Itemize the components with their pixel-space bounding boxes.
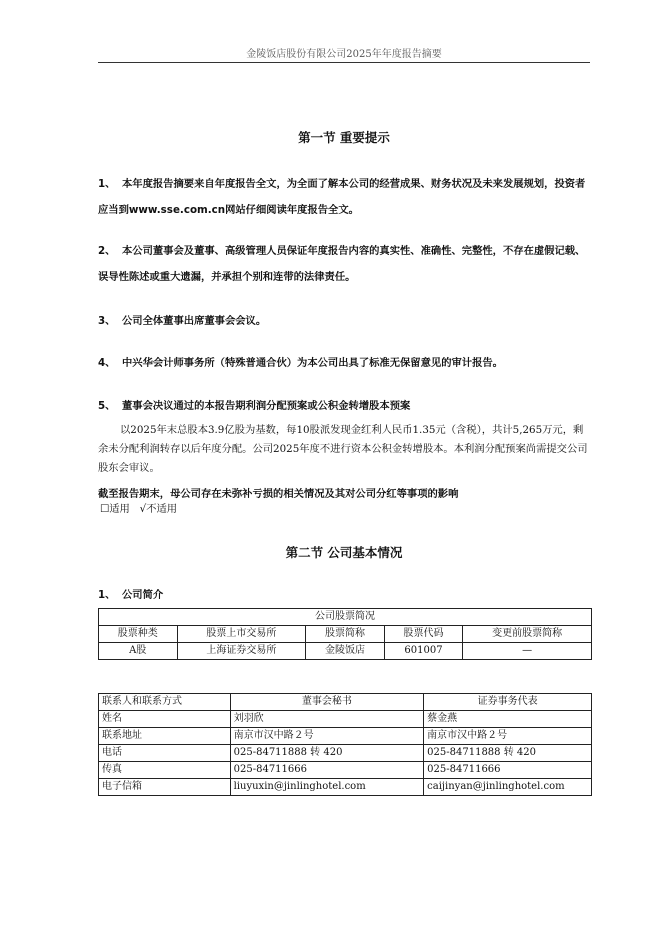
item-text: 公司简介: [122, 589, 164, 601]
table-cell: 025-84711666: [424, 762, 592, 779]
not-applicable-checkbox: √不适用: [139, 503, 178, 515]
table-cell: 025-84711888 转 420: [424, 745, 592, 762]
notice-item-1: [98, 171, 592, 223]
table-header: 变更前股票简称: [463, 626, 592, 643]
table-cell: 刘羽欣: [230, 711, 424, 728]
email-link[interactable]: caijinyan@jinlinghotel.com: [424, 779, 592, 796]
table-row: [99, 728, 592, 745]
item-text: 本公司董事会及董事、高级管理人员保证年度报告内容的真实性、准确性、完整性，不存在虚假记载、误导性陈述或重大遗漏，并承担个别和连带的法律责任。: [98, 245, 586, 283]
item-number: 5、: [98, 400, 116, 412]
table-cell: 025-84711666: [230, 762, 424, 779]
notice-item-5: [98, 393, 592, 419]
contact-info-table: [98, 693, 592, 796]
table-cell: 蔡金燕: [424, 711, 592, 728]
table-cell: 025-84711888 转 420: [230, 745, 424, 762]
table-row: [99, 694, 592, 711]
table-cell: 传真: [99, 762, 231, 779]
loss-heading: 截至报告期末，母公司存在未弥补亏损的相关情况及其对公司分红等事项的影响: [98, 488, 459, 500]
table-cell: 南京市汉中路２号: [424, 728, 592, 745]
table-header: 股票上市交易所: [177, 626, 306, 643]
notice-item-3: [98, 308, 592, 334]
notice-item-2: [98, 238, 592, 290]
dividend-plan-text: 以2025年末总股本3.9亿股为基数，每10股派发现金红利人民币1.35元（含税），共计5,265万元，剩余未分配利润转存以后年度分配。公司2025年度不进行资本公积金转增股本。本利润分配预案尚需提交公司股东会审议。: [98, 424, 588, 474]
item-text: 公司全体董事出席董事会会议。: [122, 315, 267, 327]
item-number: 4、: [98, 357, 116, 369]
company-profile-heading: [98, 582, 592, 608]
table-caption: 公司股票简况: [99, 609, 592, 626]
item-number: 1、: [98, 589, 116, 601]
applicability-options: [100, 500, 177, 515]
table-row: [99, 745, 592, 762]
header-divider: [98, 62, 590, 63]
section2-title: 第二节 公司基本情况: [285, 545, 403, 560]
table-cell: 南京市汉中路２号: [230, 728, 424, 745]
item-text: 中兴华会计师事务所（特殊普通合伙）为本公司出具了标准无保留意见的审计报告。: [122, 357, 503, 369]
table-cell: 联系地址: [99, 728, 231, 745]
table-row: [99, 779, 592, 796]
table-row: [99, 609, 592, 626]
table-cell: 上海证券交易所: [177, 643, 306, 660]
item-number: 2、: [98, 245, 116, 257]
table-header: 证券事务代表: [424, 694, 592, 711]
item-text: 本年度报告摘要来自年度报告全文，为全面了解本公司的经营成果、财务状况及未来发展规划，投资者应当到www.sse.com.cn网站仔细阅读年度报告全文。: [98, 178, 586, 216]
table-header: 股票种类: [99, 626, 178, 643]
notice-item-4: [98, 350, 592, 376]
section1-title: 第一节 重要提示: [298, 130, 390, 145]
table-header: 联系人和联系方式: [99, 694, 231, 711]
running-header: 金陵饭店股份有限公司2025年年度报告摘要: [246, 49, 442, 60]
table-header: 股票简称: [306, 626, 385, 643]
table-header: 董事会秘书: [230, 694, 424, 711]
item-number: 1、: [98, 178, 116, 190]
table-header: 股票代码: [384, 626, 463, 643]
table-row: [99, 626, 592, 643]
stock-info-table: [98, 608, 592, 660]
table-row: [99, 762, 592, 779]
table-cell: 电子信箱: [99, 779, 231, 796]
item-text: 董事会决议通过的本报告期利润分配预案或公积金转增股本预案: [122, 400, 411, 412]
table-cell: 电话: [99, 745, 231, 762]
item-number: 3、: [98, 315, 116, 327]
applicable-checkbox: ☐适用: [100, 503, 130, 515]
table-cell: 姓名: [99, 711, 231, 728]
table-row: [99, 711, 592, 728]
table-cell: 金陵饭店: [306, 643, 385, 660]
table-row: [99, 643, 592, 660]
table-cell: —: [463, 643, 592, 660]
table-cell: 601007: [384, 643, 463, 660]
email-link[interactable]: liuyuxin@jinlinghotel.com: [230, 779, 424, 796]
table-cell: A股: [99, 643, 178, 660]
